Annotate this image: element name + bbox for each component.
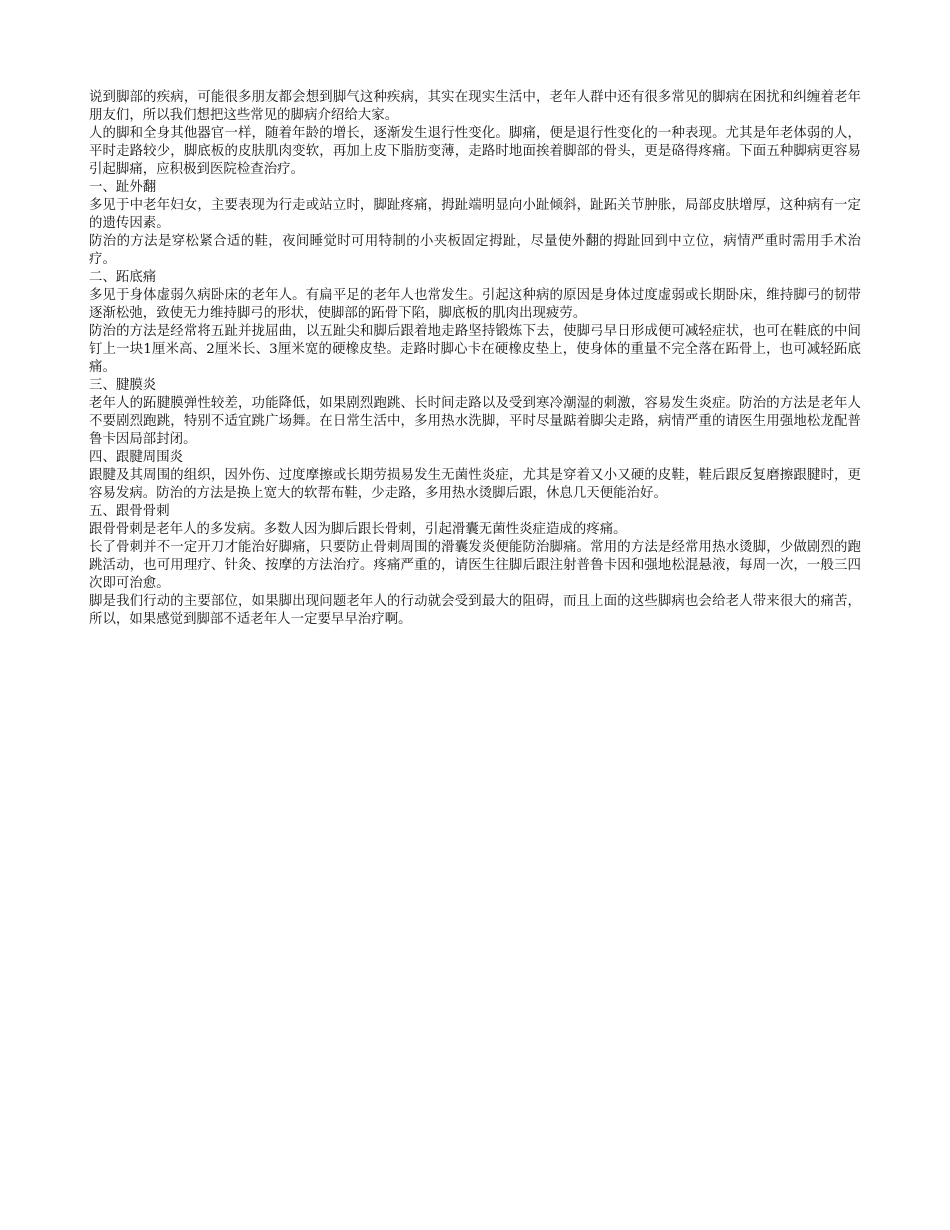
intro-paragraph-1: 说到脚部的疾病，可能很多朋友都会想到脚气这种疾病，其实在现实生活中，老年人群中还有很多常见的脚病在困扰和纠缠着老年朋友们，所以我们想把这些常见的脚病介绍给大家。 <box>89 90 861 123</box>
section-paragraph: 跟骨骨刺是老年人的多发病。多数人因为脚后跟长骨刺，引起滑囊无菌性炎症造成的疼痛。 <box>89 522 627 537</box>
section-heading-achilles-peritendinitis: 四、跟腱周围炎 <box>89 450 184 465</box>
section-paragraph: 防治的方法是经常将五趾并拢屈曲，以五趾尖和脚后跟着地走路坚持锻炼下去，使脚弓早日形成便可减轻症状，也可在鞋底的中间钉上一块1厘米高、2厘米长、3厘米宽的硬橡皮垫。走路时脚心卡在硬橡皮垫上，使身体的重量不完全落在跖骨上，也可减轻跖底痛。 <box>89 324 861 375</box>
section-heading-metatarsalgia: 二、跖底痛 <box>89 270 157 285</box>
section-heading-fasciitis: 三、腱膜炎 <box>89 378 157 393</box>
section-paragraph: 防治的方法是穿松紧合适的鞋，夜间睡觉时可用特制的小夹板固定拇趾，尽量使外翻的拇趾回到中立位，病情严重时需用手术治疗。 <box>89 234 861 267</box>
section-paragraph: 长了骨刺并不一定开刀才能治好脚痛，只要防止骨刺周围的滑囊发炎便能防治脚痛。常用的方法是经常用热水烫脚，少做剧烈的跑跳活动，也可用理疗、针灸、按摩的方法治疗。疼痛严重的，请医生往脚后跟注射普鲁卡因和强地松混悬液，每周一次，一般三四次即可治愈。 <box>89 540 861 591</box>
section-heading-heel-spur: 五、跟骨骨刺 <box>89 504 170 519</box>
section-heading-bunion: 一、趾外翻 <box>89 180 157 195</box>
section-paragraph: 老年人的跖腱膜弹性较差，功能降低，如果剧烈跑跳、长时间走路以及受到寒冷潮湿的刺激，容易发生炎症。防治的方法是老年人不要剧烈跑跳，特别不适宜跳广场舞。在日常生活中，多用热水洗脚，平时尽量踮着脚尖走路，病情严重的请医生用强地松龙配普鲁卡因局部封闭。 <box>89 396 861 447</box>
intro-paragraph-2: 人的脚和全身其他器官一样，随着年龄的增长，逐渐发生退行性变化。脚痛，便是退行性变化的一种表现。尤其是年老体弱的人，平时走路较少，脚底板的皮肤肌肉变软，再加上皮下脂肪变薄，走路时地面挨着脚部的骨头，更是硌得疼痛。下面五种脚病更容易引起脚痛，应积极到医院检查治疗。 <box>89 126 861 177</box>
conclusion-paragraph: 脚是我们行动的主要部位，如果脚出现问题老年人的行动就会受到最大的阻碍，而且上面的这些脚病也会给老人带来很大的痛苦，所以，如果感觉到脚部不适老年人一定要早早治疗啊。 <box>89 594 861 627</box>
section-paragraph: 跟腱及其周围的组织，因外伤、过度摩擦或长期劳损易发生无菌性炎症，尤其是穿着又小又硬的皮鞋，鞋后跟反复磨擦跟腱时，更容易发病。防治的方法是换上宽大的软帮布鞋，少走路，多用热水烫脚后跟，休息几天便能治好。 <box>89 468 861 501</box>
section-paragraph: 多见于中老年妇女，主要表现为行走或站立时，脚趾疼痛，拇趾端明显向小趾倾斜，趾跖关节肿胀，局部皮肤增厚，这种病有一定的遗传因素。 <box>89 198 861 231</box>
section-paragraph: 多见于身体虚弱久病卧床的老年人。有扁平足的老年人也常发生。引起这种病的原因是身体过度虚弱或长期卧床，维持脚弓的韧带逐渐松弛，致使无力维持脚弓的形状，使脚部的跖骨下陷，脚底板的肌肉出现疲劳。 <box>89 288 861 321</box>
article-body <box>89 89 861 629</box>
